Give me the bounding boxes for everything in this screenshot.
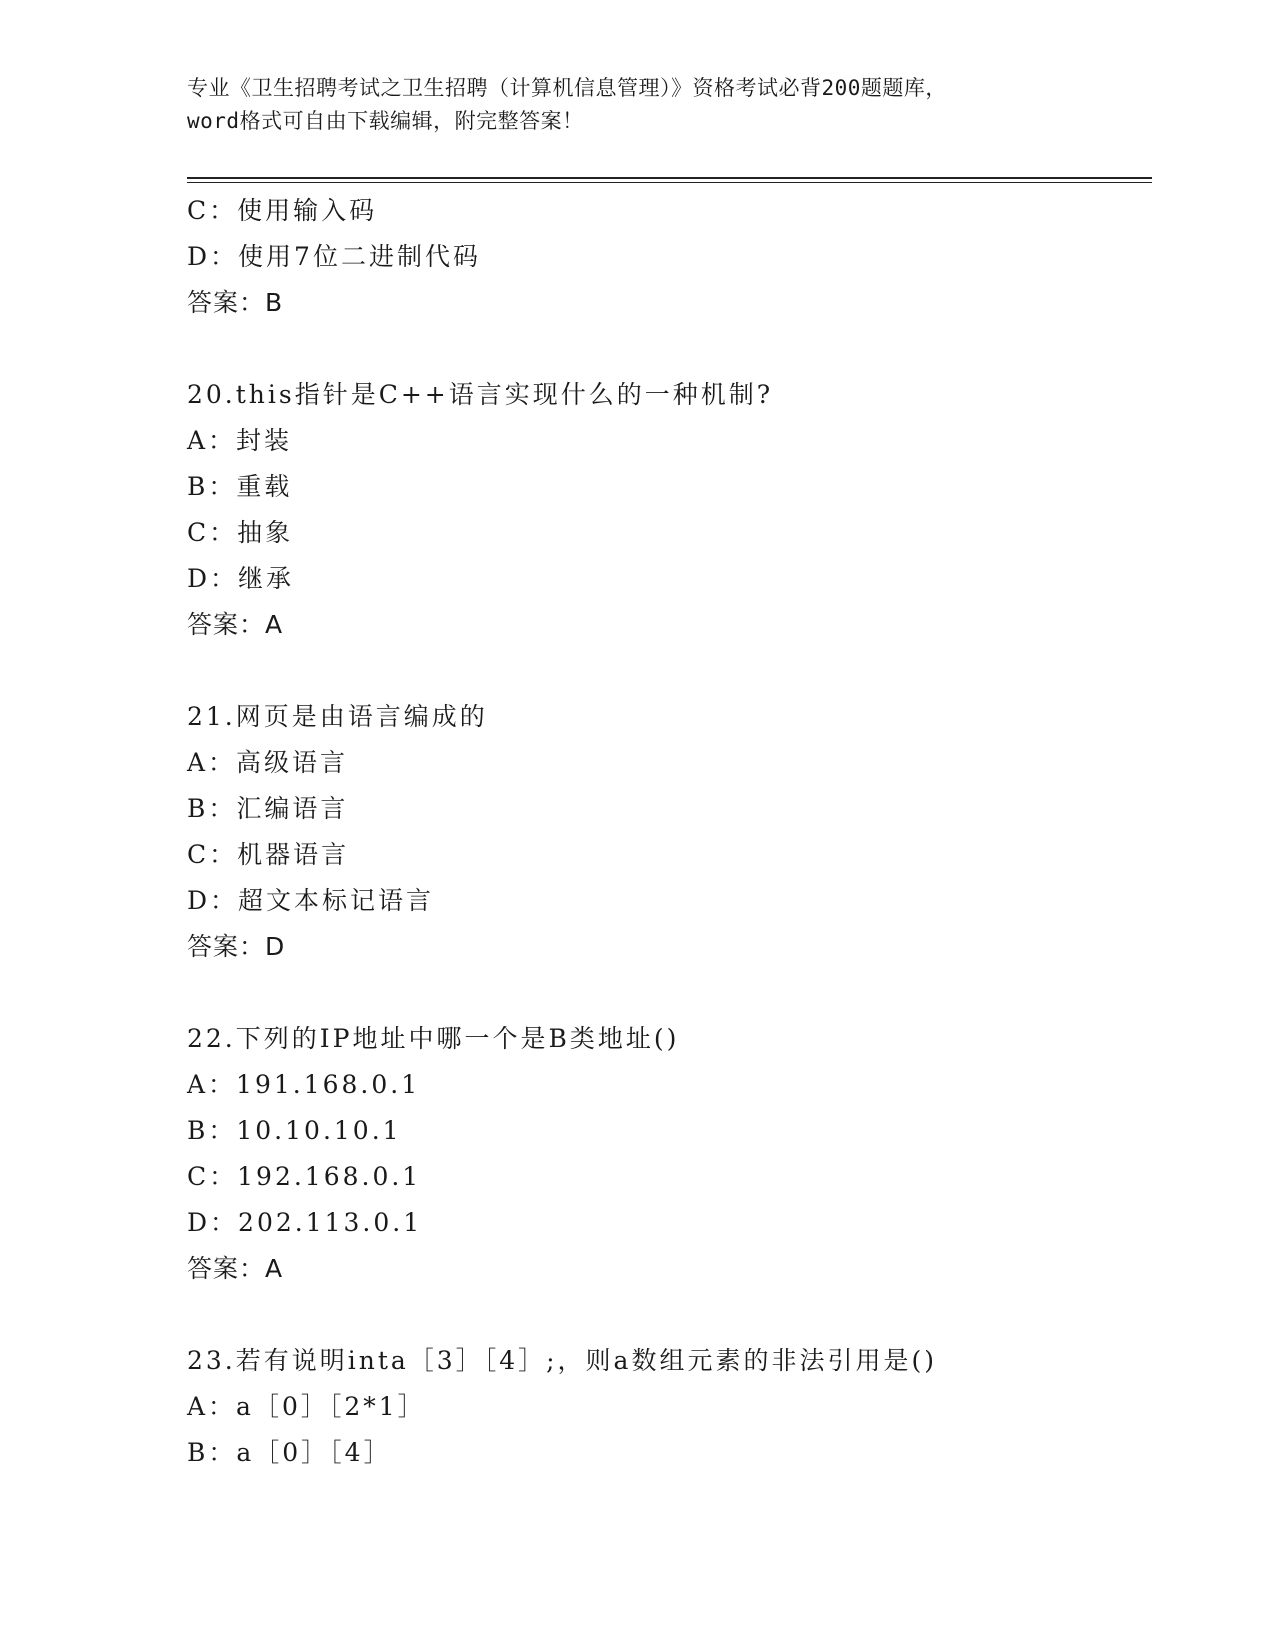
option-b: B：10.10.10.1 xyxy=(187,1116,402,1145)
question-block-21 xyxy=(187,694,1152,970)
header-divider-thin xyxy=(187,182,1152,183)
header-line-1: 专业《卫生招聘考试之卫生招聘（计算机信息管理）》资格考试必背200题题库， xyxy=(187,76,947,100)
answer-line: 答案：D xyxy=(187,932,286,961)
answer-line: 答案：A xyxy=(187,1254,284,1283)
option-d: D：超文本标记语言 xyxy=(187,886,435,915)
document-header xyxy=(187,72,1087,138)
option-d: D：202.113.0.1 xyxy=(187,1208,423,1237)
question-stem: 21.网页是由语言编成的 xyxy=(187,702,488,731)
option-d: D：继承 xyxy=(187,564,295,593)
question-block-20 xyxy=(187,372,1152,648)
option-c: C：抽象 xyxy=(187,518,294,547)
question-block-23 xyxy=(187,1338,1152,1476)
question-stem: 22.下列的IP地址中哪一个是B类地址() xyxy=(187,1024,680,1053)
option-a: A：高级语言 xyxy=(187,748,349,777)
option-a: A：191.168.0.1 xyxy=(187,1070,421,1099)
spacer xyxy=(187,648,1152,694)
question-block-22 xyxy=(187,1016,1152,1292)
option-b: B：汇编语言 xyxy=(187,794,349,823)
question-stem: 20.this指针是C++语言实现什么的一种机制? xyxy=(187,380,774,409)
spacer xyxy=(187,326,1152,372)
answer-line: 答案：A xyxy=(187,610,284,639)
header-line-2: word格式可自由下载编辑，附完整答案！ xyxy=(187,109,584,133)
header-divider xyxy=(187,177,1152,179)
option-c: C：192.168.0.1 xyxy=(187,1162,422,1191)
option-a: A：a［0］［2*1］ xyxy=(187,1392,426,1421)
question-list xyxy=(187,188,1152,1476)
option-c: C：使用输入码 xyxy=(187,196,378,225)
option-c: C：机器语言 xyxy=(187,840,350,869)
spacer xyxy=(187,1292,1152,1338)
answer-line: 答案：B xyxy=(187,288,284,317)
spacer xyxy=(187,970,1152,1016)
option-b: B：重载 xyxy=(187,472,293,501)
question-block-prev xyxy=(187,188,1152,326)
option-d: D：使用7位二进制代码 xyxy=(187,242,481,271)
option-a: A：封装 xyxy=(187,426,293,455)
option-b: B：a［0］［4］ xyxy=(187,1438,392,1467)
question-stem: 23.若有说明inta［3］［4］;，则a数组元素的非法引用是() xyxy=(187,1346,937,1375)
